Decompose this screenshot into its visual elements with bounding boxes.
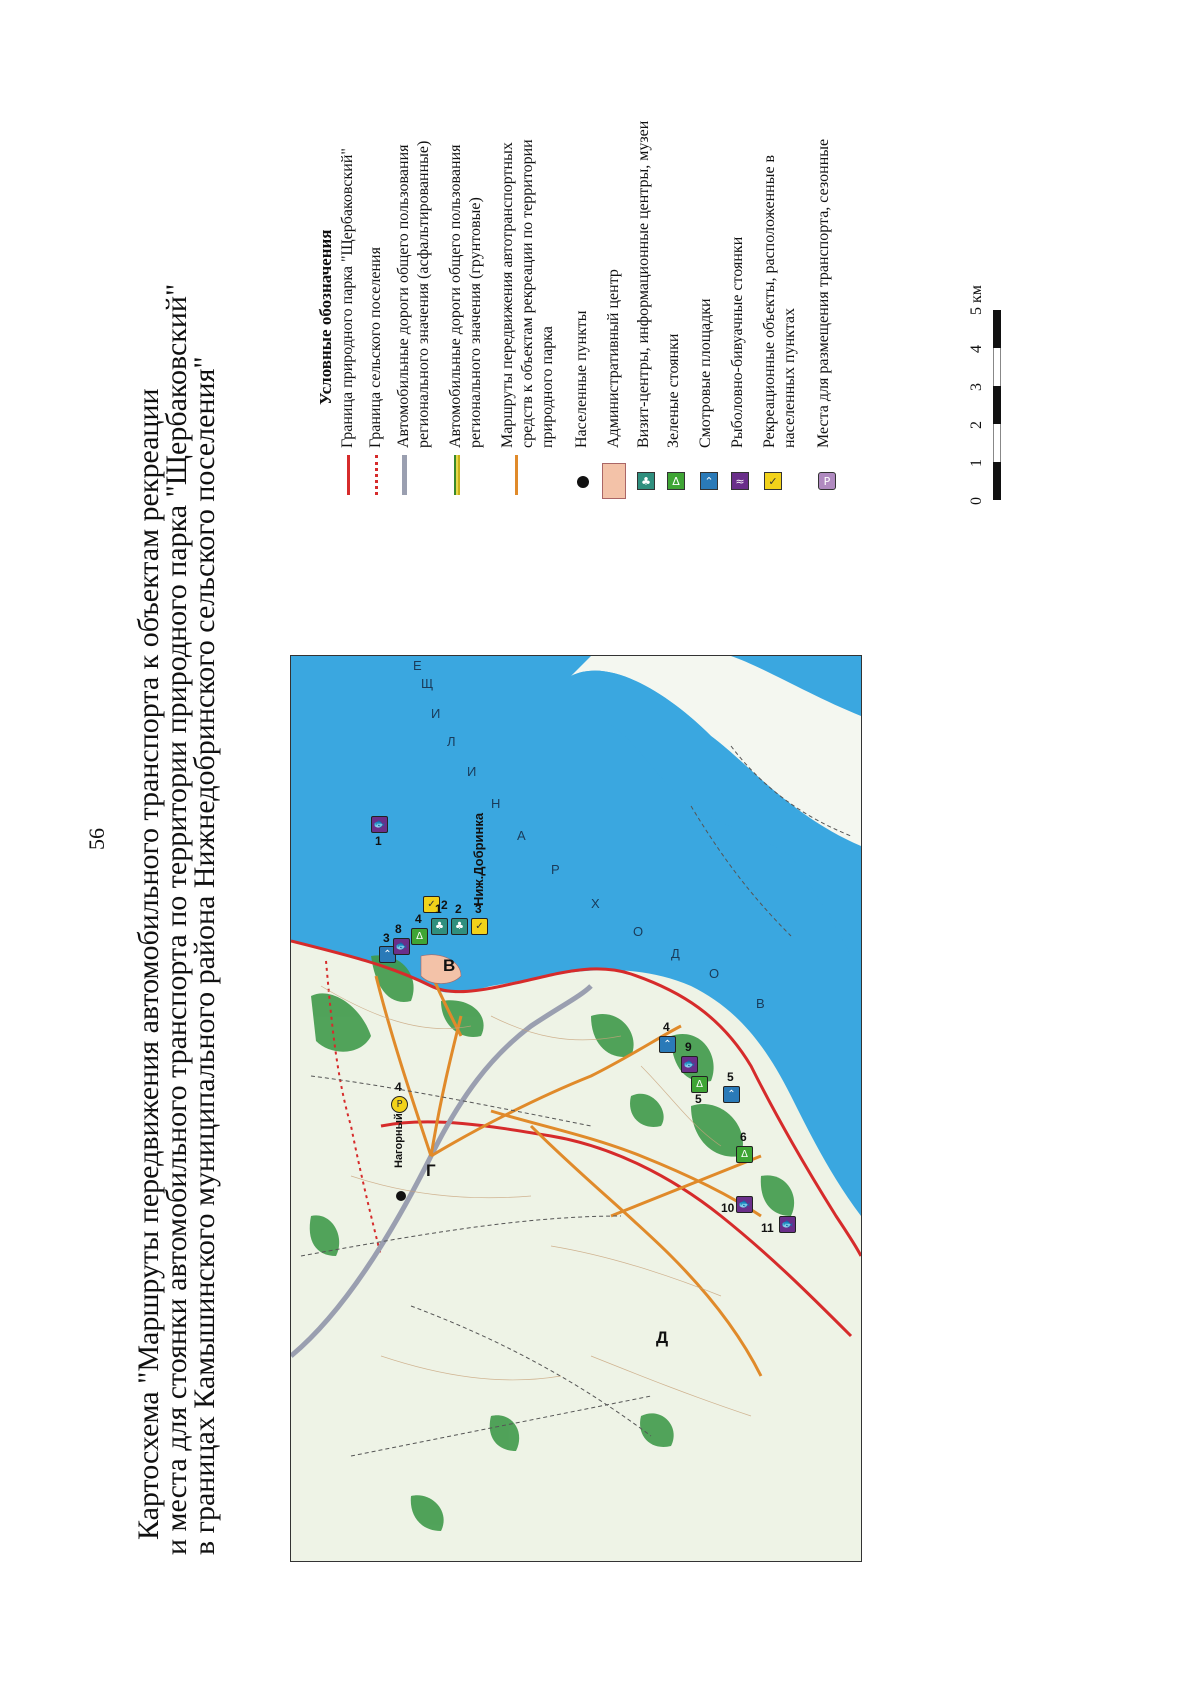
marker-number: 4 (663, 1020, 670, 1034)
marker-number: 3 (475, 902, 482, 916)
marker-number: 4 (395, 1080, 402, 1094)
water-letter: И (467, 764, 477, 779)
legend-label: Места для размещения транспорта, сезонные (815, 138, 832, 448)
recreation-icon: ✓ (764, 472, 782, 490)
marker-number: 10 (721, 1201, 735, 1215)
map-letter-g: Г (426, 1161, 436, 1180)
map-view[interactable] (290, 655, 862, 1562)
route-line-symbol (515, 455, 518, 495)
marker-number: 9 (685, 1040, 692, 1054)
map-letter-v: В (443, 956, 456, 975)
map-title-line-3: в границах Камышинского муниципального района Нижнедобринского сельского поселения" (188, 356, 221, 1555)
settlement-label-nizh-dobrinka: Ниж.Добринка (471, 812, 486, 906)
legend-label: регионального значения (асфальтированные) (415, 140, 432, 448)
scale-tick-label: 3 (968, 383, 985, 391)
scale-tick-label: 0 (968, 497, 985, 505)
scale-tick-label: 1 (968, 459, 985, 467)
water-letter: О (709, 966, 720, 981)
water-letter: Н (491, 796, 501, 811)
water-letter: А (517, 828, 526, 843)
settlement-boundary-symbol (375, 455, 378, 495)
map-title-line-2: и места для стоянки автомобильного транспорта по территории природного парка "Щербаковский" (160, 283, 193, 1555)
scale-tick-label: 4 (968, 345, 985, 353)
marker-number: 3 (383, 931, 390, 945)
marker-number: 1 (375, 834, 382, 848)
legend-title: Условные обозначения (316, 229, 335, 405)
viewpoint-marker[interactable]: ⌃ (379, 946, 396, 963)
water-letter: О (633, 924, 644, 939)
visit-center-marker[interactable]: ♣ (451, 918, 468, 935)
marker-number: 2 (441, 898, 448, 912)
water-letter: Х (591, 896, 600, 911)
marker-number: 4 (415, 912, 422, 926)
legend-label: Административный центр (605, 269, 622, 448)
legend-label: Маршруты передвижения автотранспортных (499, 142, 516, 448)
fishing-camp-marker[interactable]: 🐟 (371, 816, 388, 833)
legend-label: Граница природного парка "Щербаковский" (339, 148, 356, 448)
fishing-camp-marker[interactable]: 🐟 (393, 938, 410, 955)
marker-number: 11 (761, 1221, 774, 1235)
recreation-object-marker[interactable]: ✓ (423, 896, 440, 913)
legend-label: Автомобильные дороги общего пользования (395, 144, 412, 448)
legend-label: Рыболовно-бивуачные стоянки (729, 236, 746, 448)
water-letter: И (431, 706, 441, 721)
parking-marker[interactable]: P (391, 1096, 408, 1113)
legend-label: Рекреационные объекты, расположенные в (761, 154, 778, 448)
water-letter: Р (551, 862, 560, 877)
viewpoint-marker[interactable]: ⌃ (659, 1036, 676, 1053)
water-letter: Е (413, 658, 422, 673)
green-parking-marker[interactable]: Δ (736, 1146, 753, 1163)
marker-number: 5 (727, 1070, 734, 1084)
scale-bar (993, 310, 1001, 500)
scale-tick-label: 2 (968, 421, 985, 429)
marker-number: 2 (455, 902, 462, 916)
marker-number: 6 (740, 1130, 747, 1144)
green-parking-marker[interactable]: Δ (691, 1076, 708, 1093)
admin-center-symbol (602, 463, 626, 499)
legend-label: природного парка (539, 326, 556, 448)
visit-center-icon: ♣ (637, 472, 655, 490)
parking-icon: P (818, 472, 836, 490)
water-letter: В (756, 996, 765, 1011)
settlement-label-nagorny: Нагорный (393, 1113, 405, 1168)
water-letter: Щ (421, 676, 434, 691)
green-parking-marker[interactable]: Δ (411, 928, 428, 945)
dirt-road-symbol (454, 455, 460, 495)
legend-label: Зеленые стоянки (665, 333, 682, 448)
marker-number: 1 (435, 902, 442, 916)
fishing-icon: ≈ (731, 472, 749, 490)
map-title-line-1: Картосхема "Маршруты передвижения автомобильного транспорта к объектам рекреации (132, 388, 165, 1540)
settlement-dot-symbol (577, 476, 589, 488)
boundary-line-symbol (347, 455, 350, 495)
fishing-camp-marker[interactable]: 🐟 (736, 1196, 753, 1213)
recreation-object-marker[interactable]: ✓ (471, 918, 488, 935)
tent-icon: Δ (667, 472, 685, 490)
map-letter-d: Д (656, 1328, 669, 1347)
legend-label: Смотровые площадки (697, 298, 714, 448)
page-number: 56 (84, 828, 109, 850)
legend-label: Визит-центры, информационные центры, музеи (635, 120, 652, 448)
legend-label: населенных пунктах (781, 308, 798, 448)
marker-number: 8 (395, 922, 402, 936)
water-letter: Л (447, 734, 456, 749)
fishing-camp-marker[interactable]: 🐟 (779, 1216, 796, 1233)
legend-label: регионального значения (грунтовые) (467, 197, 484, 448)
marker-number: 5 (695, 1092, 702, 1106)
asphalt-road-symbol (402, 455, 407, 495)
legend-label: Автомобильные дороги общего пользования (447, 144, 464, 448)
scale-tick-label: 5 км (968, 285, 985, 315)
legend-label: Населенные пункты (573, 310, 590, 448)
legend-label: средств к объектам рекреации по территории (519, 139, 536, 448)
visit-center-marker[interactable]: ♣ (431, 918, 448, 935)
water-letter: Д (671, 946, 680, 961)
viewpoint-icon: ⌃ (700, 472, 718, 490)
viewpoint-marker[interactable]: ⌃ (723, 1086, 740, 1103)
fishing-camp-marker[interactable]: 🐟 (681, 1056, 698, 1073)
map-canvas (291, 656, 861, 1561)
legend-label: Граница сельского поселения (367, 247, 384, 448)
